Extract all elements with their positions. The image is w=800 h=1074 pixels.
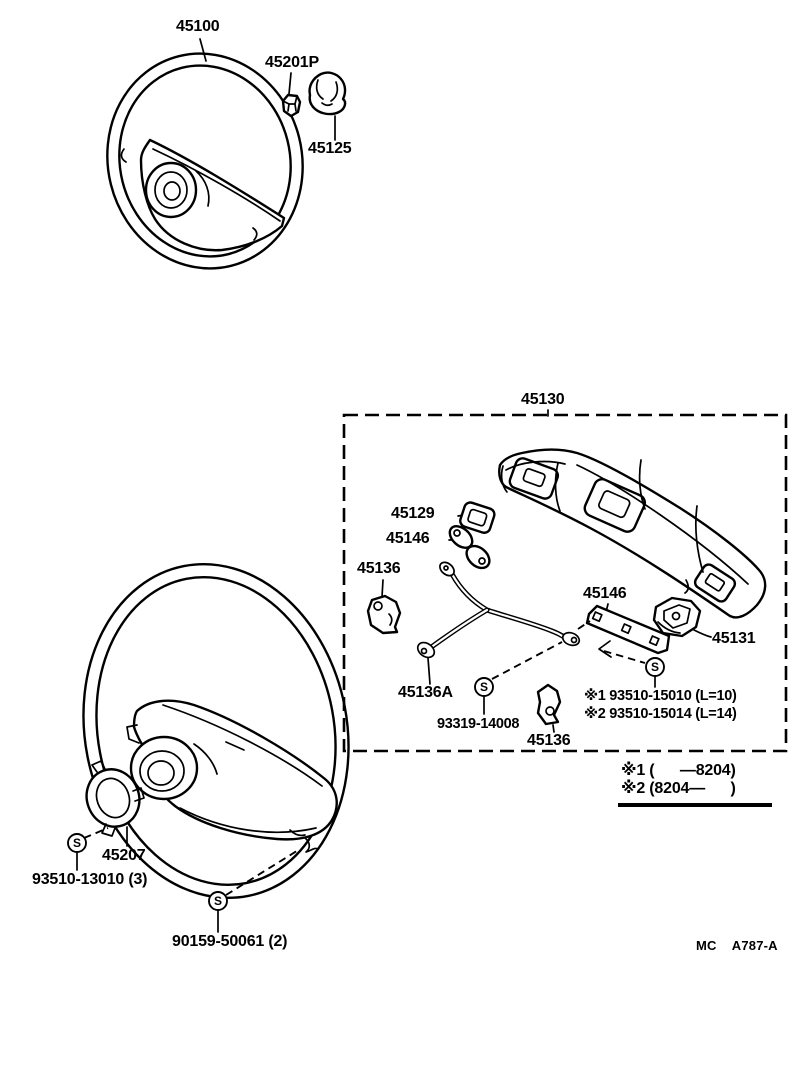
applicability-note-1: ※1 ( —8204) <box>621 762 736 779</box>
callout-45129: 45129 <box>391 505 435 522</box>
callout-93510-13010: 93510-13010 (3) <box>32 871 148 888</box>
callout-90159-50061: 90159-50061 (2) <box>172 933 288 950</box>
callout-45146-lower: 45146 <box>583 585 627 602</box>
callout-45130: 45130 <box>521 391 565 408</box>
applicability-note-2: ※2 (8204— ) <box>621 780 736 797</box>
callout-45131: 45131 <box>712 630 756 647</box>
clip-bottom-drawing <box>538 685 560 732</box>
callout-45201p: 45201P <box>265 54 319 71</box>
nut-drawing <box>283 73 300 116</box>
callout-45207: 45207 <box>102 847 146 864</box>
callout-45100: 45100 <box>176 18 220 35</box>
pad-45125-drawing <box>310 73 346 140</box>
svg-text:S: S <box>650 660 660 674</box>
callout-45136-left: 45136 <box>357 560 401 577</box>
steering-wheel-upper-drawing <box>85 33 325 290</box>
callout-45136-bottom: 45136 <box>527 732 571 749</box>
wire-harness-drawing <box>415 560 581 684</box>
callout-45146-upper: 45146 <box>386 530 430 547</box>
svg-text:S: S <box>72 836 82 850</box>
clip-left-drawing <box>368 580 400 633</box>
callout-45136a: 45136A <box>398 684 453 701</box>
screw-note-2: ※2 93510-15014 (L=14) <box>584 706 737 722</box>
screw-note-1: ※1 93510-15010 (L=10) <box>584 688 737 704</box>
bracket-45131-drawing <box>654 598 711 637</box>
svg-text:S: S <box>213 894 223 908</box>
horn-pad-drawing <box>499 450 765 618</box>
svg-text:S: S <box>479 680 489 694</box>
figure-code: MC A787-A <box>696 938 778 953</box>
callout-45125: 45125 <box>308 140 352 157</box>
callout-93319-14008: 93319-14008 <box>437 716 520 732</box>
